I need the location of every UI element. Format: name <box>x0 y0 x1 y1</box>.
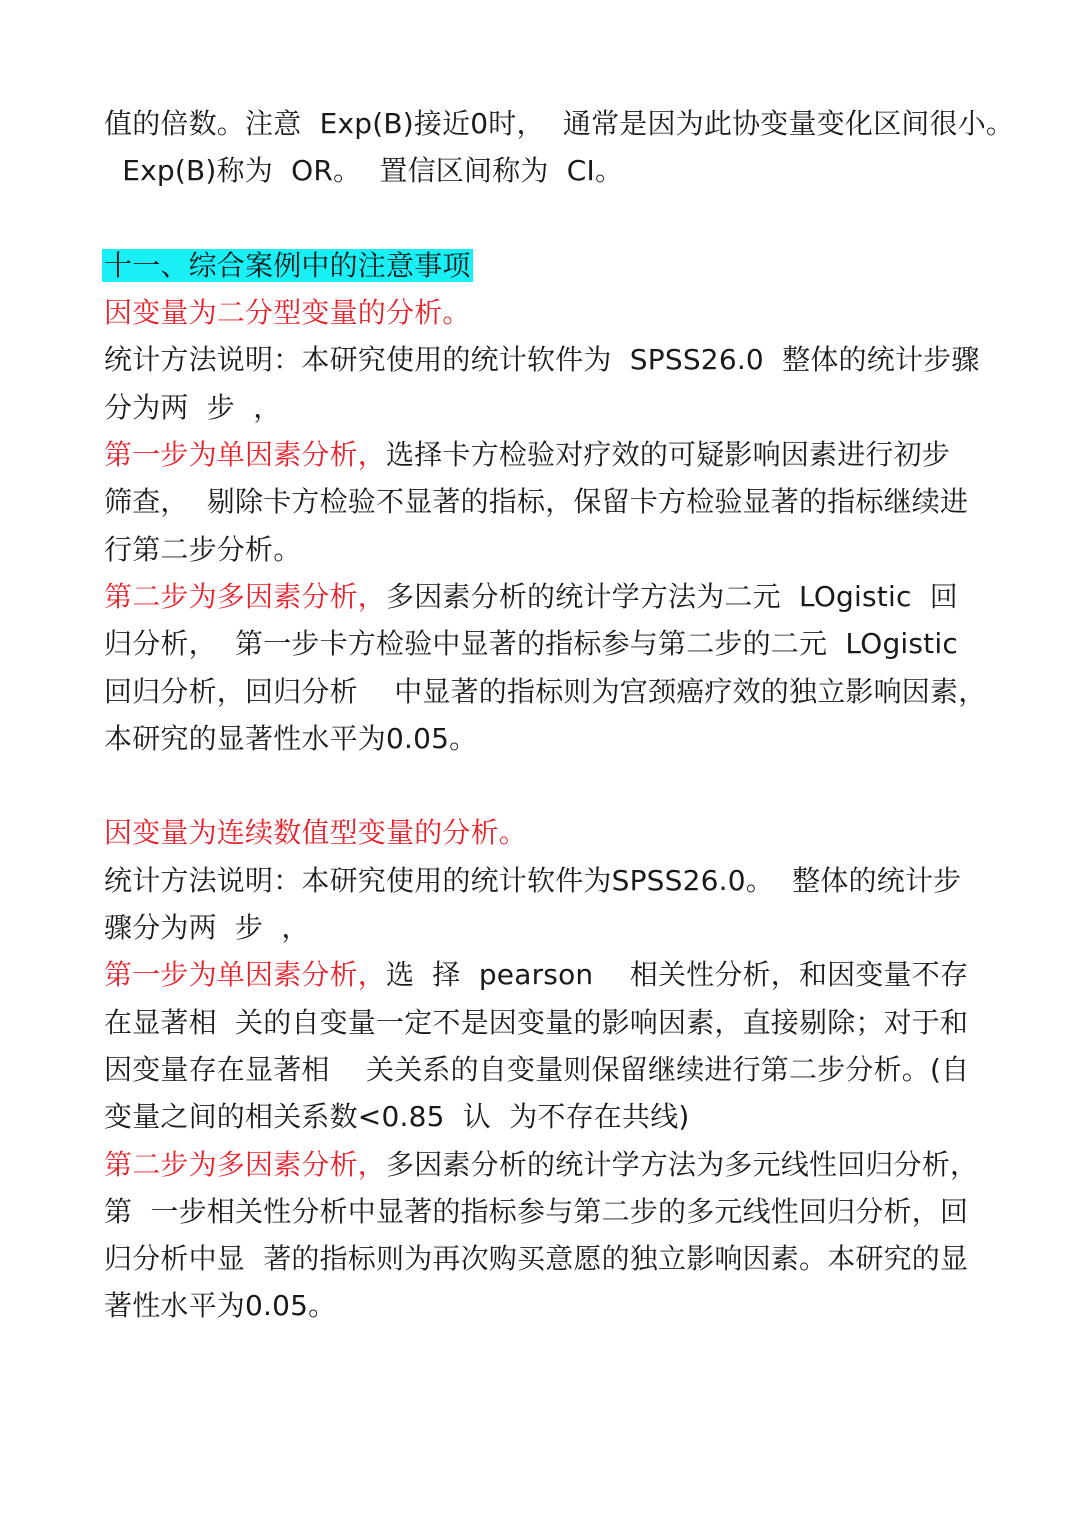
part2-step1-line-4: 变量之间的相关系数<0.85 认 为不存在共线) <box>104 1100 690 1134</box>
intro-line-1: 值的倍数。注意 Exp(B)接近0时， 通常是因为此协变量变化区间很小。 <box>104 107 1015 140</box>
part2-step1-text: 选 择 pearson 相关性分析，和因变量不存 <box>386 958 969 992</box>
part2-method-line-1: 统计方法说明：本研究使用的统计软件为SPSS26.0。 整体的统计步 <box>104 863 962 897</box>
spacer <box>104 195 1004 242</box>
part1-method-line-2: 分为两 步 ， <box>104 390 282 424</box>
part2-step1-line-2: 在显著相 关的自变量一定不是因变量的影响因素，直接剔除；对于和 <box>104 1005 969 1039</box>
part2-step2-label: 第二步为多因素分析， <box>104 1147 387 1181</box>
part1-step1-line-2: 筛查， 剔除卡方检验不显著的指标，保留卡方检验显著的指标继续进 <box>104 485 969 519</box>
part2-title: 因变量为连续数值型变量的分析。 <box>104 816 528 850</box>
part1-step1-label: 第一步为单因素分析， <box>104 438 387 472</box>
part1-step2-text: 多因素分析的统计学方法为二元 LOgistic 回 <box>386 579 958 613</box>
part1-step2-line-4: 本研究的显著性水平为0.05。 <box>104 721 478 755</box>
part2-step2-line-1 <box>104 1141 1004 1188</box>
part2-step1-line-3: 因变量存在显著相 关关系的自变量则保留继续进行第二步分析。(自 <box>104 1052 970 1086</box>
intro-line-2: Exp(B)称为 OR。 置信区间称为 CI。 <box>104 154 624 188</box>
section-heading-row <box>104 242 1004 289</box>
part2-step2-line-3: 归分析中显 著的指标则为再次购买意愿的独立影响因素。本研究的显 <box>104 1242 969 1276</box>
part1-step2-label: 第二步为多因素分析， <box>104 579 387 613</box>
part1-step1-line-3: 行第二步分析。 <box>104 532 302 566</box>
document-page <box>104 100 1015 1330</box>
part1-step1-text: 选择卡方检验对疗效的可疑影响因素进行初步 <box>386 438 951 472</box>
part1-title: 因变量为二分型变量的分析。 <box>104 296 471 330</box>
part1-step1-line-1 <box>104 431 1004 478</box>
part2-step1-label: 第一步为单因素分析， <box>104 958 387 992</box>
part1-step2-line-1 <box>104 573 1004 620</box>
part1-step2-line-3: 回归分析，回归分析 中显著的指标则为宫颈癌疗效的独立影响因素， <box>104 674 987 708</box>
part2-step2-line-2: 第 一步相关性分析中显著的指标参与第二步的多元线性回归分析，回 <box>104 1194 969 1228</box>
section-heading: 十一、综合案例中的注意事项 <box>104 248 471 282</box>
part2-step2-line-4: 著性水平为0.05。 <box>104 1289 337 1323</box>
part2-method-line-2: 骤分为两 步 ， <box>104 911 310 945</box>
part1-method-line-1: 统计方法说明：本研究使用的统计软件为 SPSS26.0 整体的统计步骤 <box>104 343 980 377</box>
part2-step1-line-1 <box>104 951 1004 998</box>
part1-step2-line-2: 归分析， 第一步卡方检验中显著的指标参与第二步的二元 LOgistic <box>104 627 958 661</box>
spacer <box>104 762 1004 809</box>
part2-step2-text: 多因素分析的统计学方法为多元线性回归分析， <box>386 1147 979 1181</box>
